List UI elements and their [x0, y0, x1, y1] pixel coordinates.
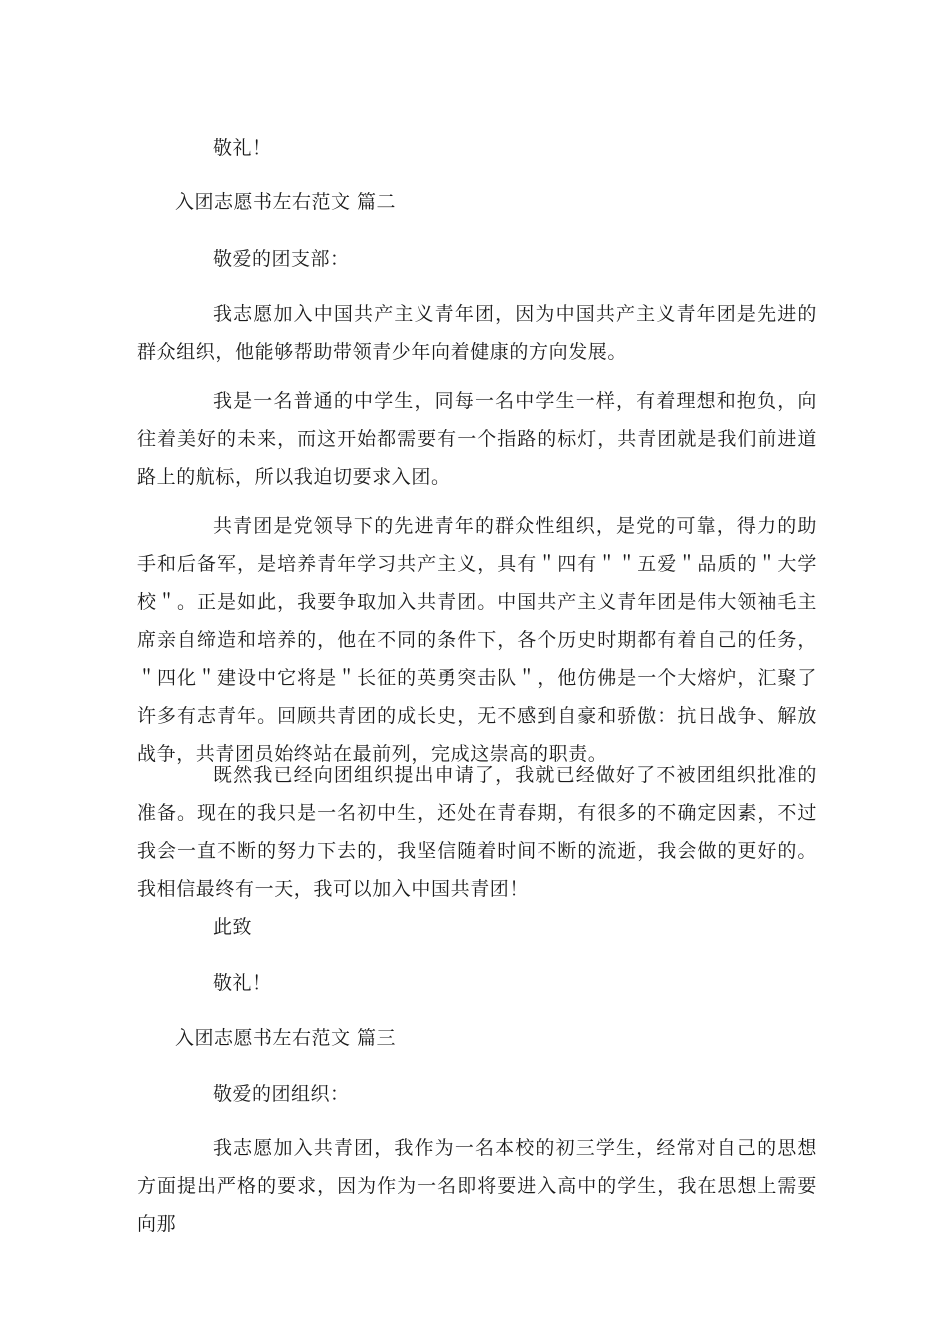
- section-2-paragraph-2: 我是一名普通的中学生，同每一名中学生一样，有着理想和抱负，向往着美好的未来，而这开始都需要有一个指路的标灯，共青团就是我们前进道路上的航标，所以我迫切要求入团。: [137, 390, 817, 488]
- section-2-greeting: 敬爱的团支部：: [213, 248, 350, 270]
- section-3-greeting: 敬爱的团组织：: [213, 1083, 350, 1105]
- salutation-close-2: 敬礼！: [213, 972, 272, 994]
- section-2-paragraph-1: 我志愿加入中国共产主义青年团，因为中国共产主义青年团是先进的群众组织，他能够帮助带领青少年向着健康的方向发展。: [137, 303, 817, 363]
- section-2-title: 入团志愿书左右范文 篇二: [175, 191, 397, 213]
- section-3-title: 入团志愿书左右范文 篇三: [175, 1027, 397, 1049]
- section-2-paragraph-4: 既然我已经向团组织提出申请了，我就已经做好了不被团组织批准的准备。现在的我只是一名初中生，还处在青春期，有很多的不确定因素，不过我会一直不断的努力下去的，我坚信随着时间不断的流逝，我会做的更好的。我相信最终有一天，我可以加入中国共青团！: [137, 764, 817, 900]
- section-2-closing: 此致: [213, 916, 253, 938]
- section-2-paragraph-3: 共青团是党领导下的先进青年的群众性组织，是党的可靠，得力的助手和后备军，是培养青年学习共产主义，具有＂四有＂＂五爱＂品质的＂大学校＂。正是如此，我要争取加入共青团。中国共产主义青年团是伟大领袖毛主席亲自缔造和培养的，他在不同的条件下，各个历史时期都有着自己的任务，＂四化＂建设中它将是＂长征的英勇突击队＂，他仿佛是一个大熔炉，汇聚了许多有志青年。回顾共青团的成长史，无不感到自豪和骄傲：抗日战争、解放战争，共青团员始终站在最前列，完成这崇高的职责。: [137, 515, 817, 765]
- section-3-paragraph-1: 我志愿加入共青团，我作为一名本校的初三学生，经常对自己的思想方面提出严格的要求，因为作为一名即将要进入高中的学生，我在思想上需要向那: [137, 1137, 817, 1235]
- salutation-close-1: 敬礼！: [213, 137, 272, 159]
